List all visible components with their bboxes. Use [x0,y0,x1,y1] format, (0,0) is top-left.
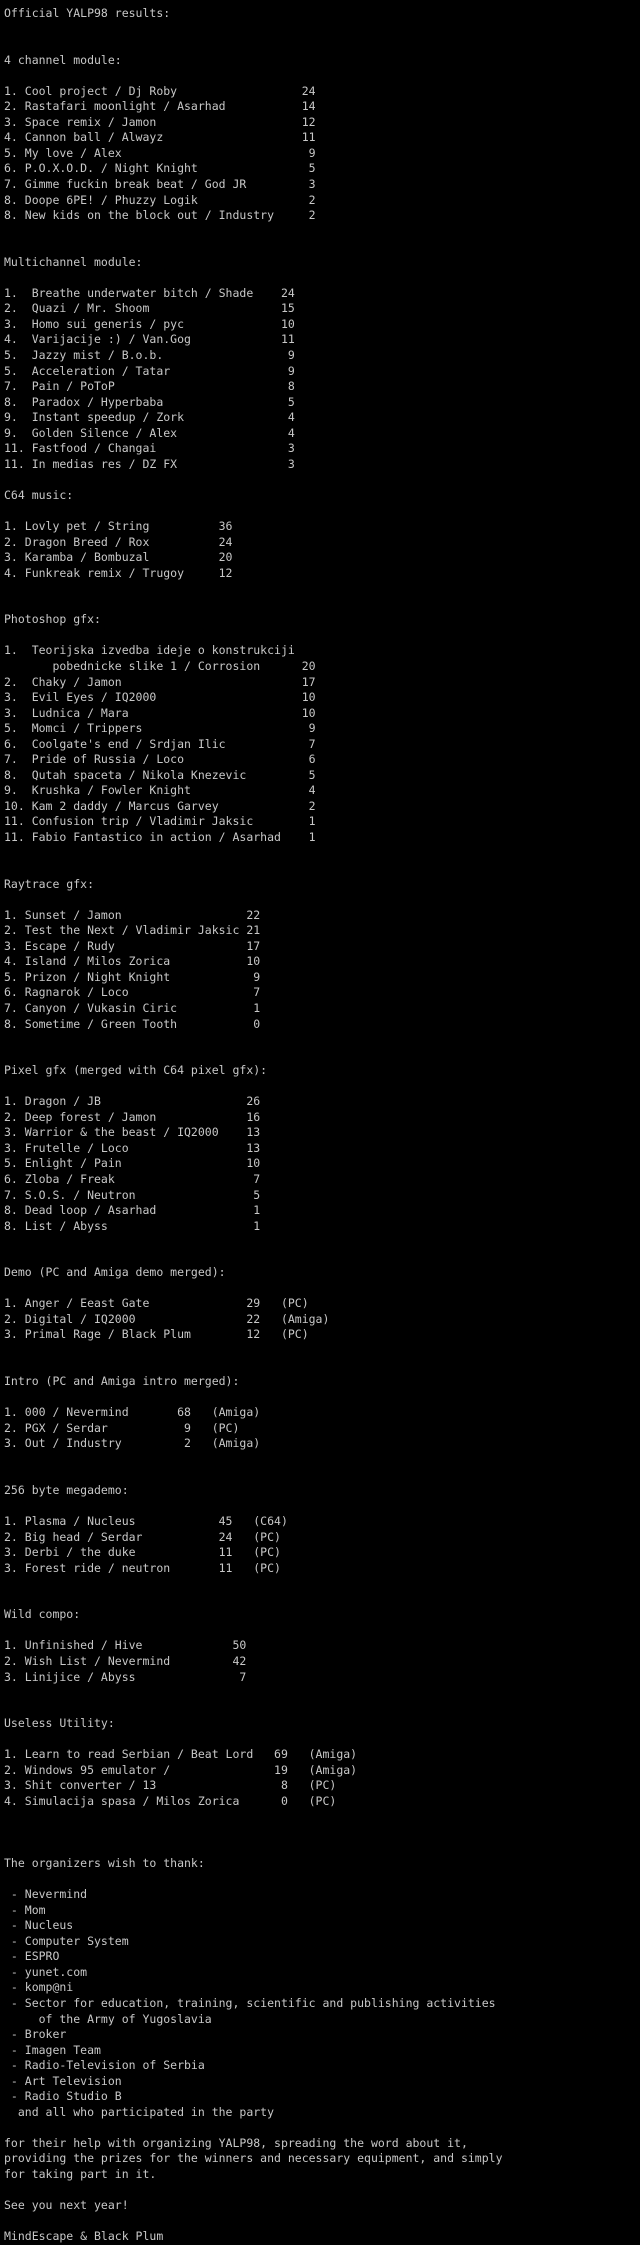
text-line: 4. Funkreak remix / Trugoy 12 [4,565,233,580]
text-line: and all who participated in the party [4,2104,275,2119]
text-line: 2. Dragon Breed / Rox 24 [4,534,233,549]
blank-line [4,1685,640,1701]
text-line: Useless Utility: [4,1716,115,1731]
text-line: 9. Krushka / Fowler Knight 4 [4,783,316,798]
text-line: 2. Rastafari moonlight / Asarhad 14 [4,99,316,114]
text-line: 3. Frutelle / Loco 13 [4,1140,261,1155]
text-line: - Radio-Television of Serbia [4,2058,205,2073]
text-line: 2. Digital / IQ2000 22 (Amiga) [4,1311,330,1326]
text-line: 8. List / Abyss 1 [4,1218,261,1233]
blank-line [4,1623,640,1639]
text-line: 3. Forest ride / neutron 11 (PC) [4,1560,281,1575]
text-line: 1. Cool project / Dj Roby 24 [4,83,316,98]
text-line: Raytrace gfx: [4,876,95,891]
blank-line [4,1234,640,1250]
text-line: 5. Momci / Trippers 9 [4,721,316,736]
text-line: 5. My love / Alex 9 [4,145,316,160]
text-line: 3. Out / Industry 2 (Amiga) [4,1436,261,1451]
text-line: 8. Dead loop / Asarhad 1 [4,1203,261,1218]
text-line: - ESPRO [4,1949,60,1964]
text-line: 1. 000 / Nevermind 68 (Amiga) [4,1405,261,1420]
blank-line [4,1452,640,1468]
text-line: providing the prizes for the winners and necessary equipment, and simply [4,2151,503,2166]
text-line: 6. P.O.X.O.D. / Night Knight 5 [4,161,316,176]
blank-line [4,1079,640,1095]
text-line: for their help with organizing YALP98, spreading the word about it, [4,2135,468,2150]
text-line: 2. Wish List / Nevermind 42 [4,1653,247,1668]
text-line: - Mom [4,1902,46,1917]
blank-line [4,2183,640,2199]
text-line: 7. Pain / PoToP 8 [4,379,295,394]
text-line: Multichannel module: [4,254,143,269]
text-line: 8. Doope 6PE! / Phuzzy Logik 2 [4,192,316,207]
blank-line [4,1250,640,1266]
text-line: 5. Prizon / Night Knight 9 [4,969,261,984]
text-line: 7. Gimme fuckin break beat / God JR 3 [4,177,316,192]
blank-line [4,1281,640,1297]
text-line: 6. Zloba / Freak 7 [4,1172,261,1187]
blank-line [4,1825,640,1841]
text-line: 9. Golden Silence / Alex 4 [4,425,295,440]
blank-line [4,270,640,286]
text-line: 3. Homo sui generis / pyc 10 [4,316,295,331]
text-line: 3. Karamba / Bombuzal 20 [4,550,233,565]
text-line: 4 channel module: [4,52,122,67]
text-line: 2. PGX / Serdar 9 (PC) [4,1420,240,1435]
text-line: 3. Linijice / Abyss 7 [4,1669,247,1684]
text-line: MindEscape & Black Plum [4,2229,164,2244]
blank-line [4,1701,640,1717]
text-line: See you next year! [4,2198,129,2213]
text-line: Wild compo: [4,1607,81,1622]
text-line: 6. Coolgate's end / Srdjan Ilic 7 [4,736,316,751]
text-line: 11. Fabio Fantastico in action / Asarhad 1 [4,829,316,844]
text-line: 7. S.O.S. / Neutron 5 [4,1187,261,1202]
blank-line [4,1576,640,1592]
text-line: 256 byte megademo: [4,1482,129,1497]
blank-line [4,2214,640,2230]
blank-line [4,1048,640,1064]
blank-line [4,22,640,38]
text-line: - Nevermind [4,1887,88,1902]
text-line: 3. Warrior & the beast / IQ2000 13 [4,1125,261,1140]
text-line: 5. Enlight / Pain 10 [4,1156,261,1171]
text-line: 3. Space remix / Jamon 12 [4,114,316,129]
text-line: 11. Confusion trip / Vladimir Jaksic 1 [4,814,316,829]
text-line: 4. Island / Milos Zorica 10 [4,954,261,969]
text-line: 11. Fastfood / Changai 3 [4,441,295,456]
blank-line [4,224,640,240]
text-line: - yunet.com [4,1964,88,1979]
text-line: - Imagen Team [4,2042,101,2057]
text-line: Intro (PC and Amiga intro merged): [4,1374,240,1389]
text-line: 1. Lovly pet / String 36 [4,519,233,534]
blank-line [4,1872,640,1888]
text-line: 1. Breathe underwater bitch / Shade 24 [4,285,295,300]
text-line: 4. Varijacije :) / Van.Gog 11 [4,332,295,347]
text-line: 5. Acceleration / Tatar 9 [4,363,295,378]
text-line: 8. Sometime / Green Tooth 0 [4,1016,261,1031]
text-line: 3. Escape / Rudy 17 [4,938,261,953]
text-line: 8. Paradox / Hyperbaba 5 [4,394,295,409]
blank-line [4,37,640,53]
blank-line [4,1467,640,1483]
blank-line [4,239,640,255]
text-line: 6. Ragnarok / Loco 7 [4,985,261,1000]
blank-line [4,2120,640,2136]
text-line: 1. Sunset / Jamon 22 [4,907,261,922]
text-line: 8. New kids on the block out / Industry 2 [4,208,316,223]
blank-line [4,846,640,862]
text-line: 2. Windows 95 emulator / 19 (Amiga) [4,1762,358,1777]
blank-line [4,1592,640,1608]
text-line: of the Army of Yugoslavia [4,2011,212,2026]
text-line: - Art Television [4,2073,122,2088]
blank-line [4,1809,640,1825]
blank-line [4,504,640,520]
blank-line [4,1343,640,1359]
text-line: 1. Dragon / JB 26 [4,1094,261,1109]
text-line: 2. Quazi / Mr. Shoom 15 [4,301,295,316]
text-line: 3. Ludnica / Mara 10 [4,705,316,720]
blank-line [4,1841,640,1857]
text-line: 1. Learn to read Serbian / Beat Lord 69 (Amiga) [4,1747,358,1762]
blank-line [4,1390,640,1406]
text-line: 7. Pride of Russia / Loco 6 [4,752,316,767]
text-line: - Sector for education, training, scientific and publishing activities [4,1996,496,2010]
text-line: 2. Chaky / Jamon 17 [4,674,316,689]
blank-line [4,861,640,877]
text-line: - komp@ni [4,1980,74,1995]
blank-line [4,581,640,597]
text-line: 2. Test the Next / Vladimir Jaksic 21 [4,923,261,938]
text-line: for taking part in it. [4,2167,157,2182]
text-line: pobednicke slike 1 / Corrosion 20 [4,658,316,673]
blank-line [4,1032,640,1048]
text-line: Official YALP98 results: [4,6,171,20]
text-line: 10. Kam 2 daddy / Marcus Garvey 2 [4,798,316,813]
blank-line [4,892,640,908]
text-line: 9. Instant speedup / Zork 4 [4,410,295,425]
text-line: - Broker [4,2027,67,2042]
text-line: 1. Anger / Eeast Gate 29 (PC) [4,1296,309,1311]
text-line: 3. Primal Rage / Black Plum 12 (PC) [4,1327,309,1342]
text-line: Photoshop gfx: [4,612,101,627]
text-line: 11. In medias res / DZ FX 3 [4,456,295,471]
text-line: 2. Big head / Serdar 24 (PC) [4,1529,281,1544]
text-line: 3. Shit converter / 13 8 (PC) [4,1778,337,1793]
blank-line [4,1499,640,1515]
blank-line [4,628,640,644]
text-line: 1. Plasma / Nucleus 45 (C64) [4,1514,288,1529]
text-line: Pixel gfx (merged with C64 pixel gfx): [4,1063,268,1078]
text-line: 7. Canyon / Vukasin Ciric 1 [4,1001,261,1015]
blank-line [4,1732,640,1748]
text-line: 1. Teorijska izvedba ideje o konstrukciji [4,643,295,658]
text-line: 5. Jazzy mist / B.o.b. 9 [4,348,295,363]
blank-line [4,1359,640,1375]
blank-line [4,472,640,488]
text-line: Demo (PC and Amiga demo merged): [4,1265,226,1280]
text-line: - Computer System [4,1933,129,1948]
text-line: C64 music: [4,487,74,502]
text-line: 8. Qutah spaceta / Nikola Knezevic 5 [4,767,316,782]
text-line: 3. Derbi / the duke 11 (PC) [4,1545,281,1560]
text-line: The organizers wish to thank: [4,1856,205,1871]
blank-line [4,597,640,613]
blank-line [4,68,640,84]
text-line: - Radio Studio B [4,2089,122,2104]
text-line: - Nucleus [4,1918,74,1933]
text-line: 4. Cannon ball / Alwayz 11 [4,130,316,145]
text-line: 3. Evil Eyes / IQ2000 10 [4,690,316,705]
text-line: 2. Deep forest / Jamon 16 [4,1109,261,1124]
text-line: 1. Unfinished / Hive 50 [4,1638,247,1653]
text-line: 4. Simulacija spasa / Milos Zorica 0 (PC) [4,1793,337,1808]
